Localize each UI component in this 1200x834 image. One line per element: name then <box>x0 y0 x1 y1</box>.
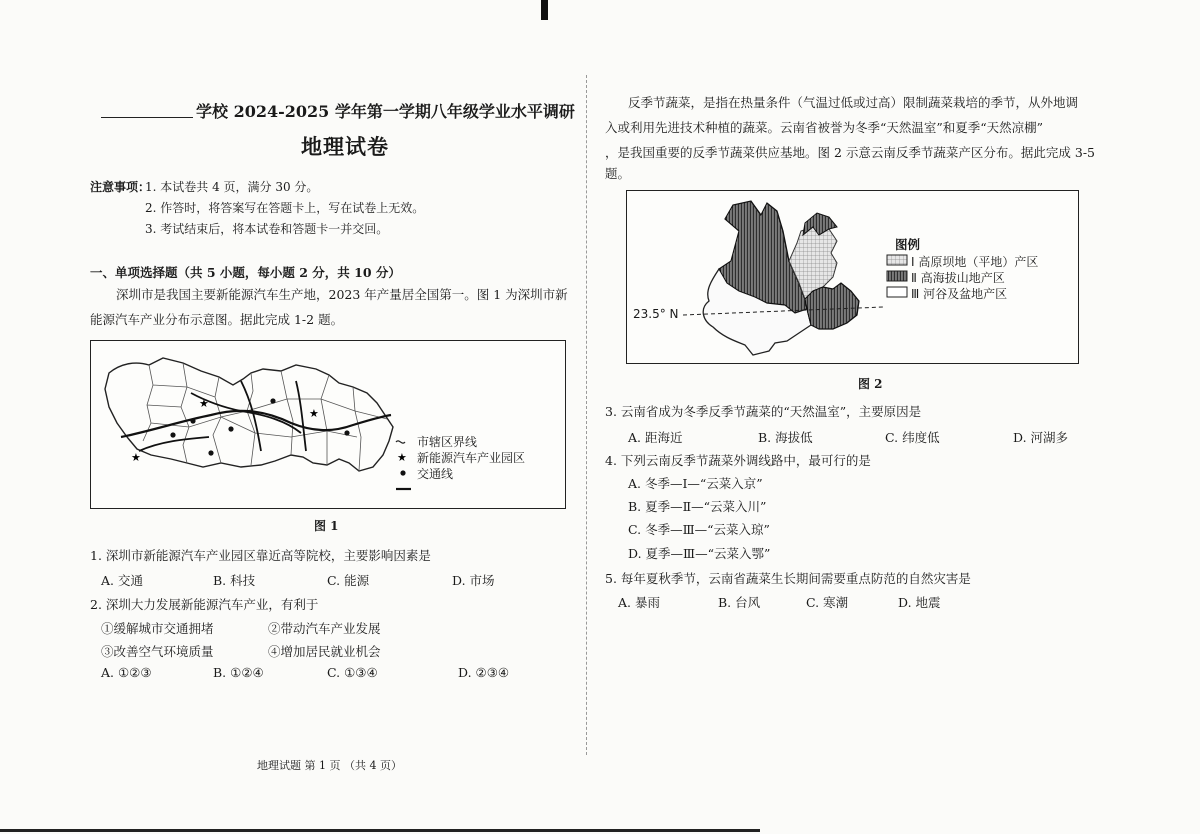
notice-label: 注意事项： <box>90 180 151 194</box>
q2-statement-4: ④增加居民就业机会 <box>268 644 381 659</box>
q5-option-a[interactable]: A. 暴雨 <box>618 595 660 610</box>
q5-option-d[interactable]: D. 地震 <box>898 595 941 610</box>
q1-option-a[interactable]: A. 交通 <box>101 573 143 588</box>
legend-swatch-1 <box>887 255 907 265</box>
page-bottom-edge <box>0 829 760 832</box>
q1-option-d[interactable]: D. 市场 <box>452 573 495 588</box>
svg-text:★: ★ <box>199 397 209 410</box>
right-intro-line-2: 入或利用先进技术种植的蔬菜。云南省被誉为冬季“天然温室”和夏季“天然凉棚” <box>605 120 1044 135</box>
latitude-label: 23.5° N <box>633 307 679 321</box>
figure-2-box <box>626 190 1079 364</box>
boundary-legend-symbol <box>396 441 405 443</box>
q5-option-b[interactable]: B. 台风 <box>718 595 761 610</box>
q4-option-d[interactable]: D. 夏季—Ⅲ—“云菜入鄂” <box>628 546 771 561</box>
q2-option-d[interactable]: D. ②③④ <box>458 665 510 680</box>
q3-option-d[interactable]: D. 河湖多 <box>1013 430 1069 445</box>
q4-option-a[interactable]: A. 冬季—Ⅰ—“云菜入京” <box>628 476 763 491</box>
legend-nev-park: 新能源汽车产业园区 <box>417 451 526 465</box>
notice-item-3: 3. 考试结束后，将本试卷和答题卡一并交回。 <box>145 222 389 236</box>
q3-option-c[interactable]: C. 纬度低 <box>885 430 940 445</box>
right-intro-line-4: 题。 <box>605 166 631 181</box>
q2-statement-2: ②带动汽车产业发展 <box>268 621 381 636</box>
q1-option-c[interactable]: C. 能源 <box>327 573 370 588</box>
yunnan-map <box>627 191 1078 363</box>
legend-zone-3: Ⅲ 河谷及盆地产区 <box>911 287 1008 301</box>
school-name-blank[interactable] <box>101 117 193 118</box>
exam-subject: 地理试卷 <box>301 134 389 159</box>
notice-item-2: 2. 作答时，将答案写在答题卡上，写在试卷上无效。 <box>145 201 425 215</box>
park-dot-legend-symbol <box>400 470 405 475</box>
q5-stem: 5. 每年夏秋季节，云南省蔬菜生长期间需要重点防范的自然灾害是 <box>605 571 971 586</box>
q5-option-c[interactable]: C. 寒潮 <box>806 595 849 610</box>
notice-item-1: 1. 本试卷共 4 页，满分 30 分。 <box>145 180 319 194</box>
svg-text:★: ★ <box>309 407 319 420</box>
q2-option-b[interactable]: B. ①②④ <box>213 665 264 680</box>
q3-option-a[interactable]: A. 距海近 <box>628 430 683 445</box>
q2-statement-3: ③改善空气环境质量 <box>101 644 214 659</box>
section1-heading: 一、单项选择题（共 5 小题，每小题 2 分，共 10 分） <box>90 265 401 280</box>
page-footer: 地理试题 第 1 页 （共 4 页） <box>257 759 402 772</box>
q4-option-b[interactable]: B. 夏季—Ⅱ—“云菜入川” <box>628 499 767 514</box>
right-intro-line-3: ，是我国重要的反季节蔬菜供应基地。图 2 示意云南反季节蔬菜产区分布。据此完成 3-5 <box>605 145 1096 160</box>
legend-transport-line: 交通线 <box>417 467 454 481</box>
q2-option-a[interactable]: A. ①②③ <box>101 665 152 680</box>
legend-swatch-3 <box>887 287 907 297</box>
registration-mark-top <box>541 0 548 20</box>
q4-stem: 4. 下列云南反季节蔬菜外调线路中，最可行的是 <box>605 453 871 468</box>
q1-stem: 1. 深圳市新能源汽车产业园区靠近高等院校，主要影响因素是 <box>90 548 431 563</box>
legend-swatch-2 <box>887 271 907 281</box>
exam-title: 学校 2024-2025 学年第一学期八年级学业水平调研 <box>196 102 575 121</box>
right-intro-line-1: 反季节蔬菜，是指在热量条件（气温过低或过高）限制蔬菜栽培的季节，从外地调 <box>628 95 1079 110</box>
q3-option-b[interactable]: B. 海拔低 <box>758 430 813 445</box>
section1-intro-line-2: 能源汽车产业分布示意图。据此完成 1-2 题。 <box>90 312 344 327</box>
q3-stem: 3. 云南省成为冬季反季节蔬菜的“天然温室”，主要原因是 <box>605 404 922 419</box>
q1-option-b[interactable]: B. 科技 <box>213 573 256 588</box>
figure-2-caption: 图 2 <box>858 377 883 391</box>
q2-option-c[interactable]: C. ①③④ <box>327 665 378 680</box>
legend-zone-1: Ⅰ 高原坝地（平地）产区 <box>911 255 1039 269</box>
figure-1-box <box>90 340 566 509</box>
q4-option-c[interactable]: C. 冬季—Ⅲ—“云菜入琼” <box>628 522 770 537</box>
section1-intro-line-1: 深圳市是我国主要新能源汽车生产地，2023 年产量居全国第一。图 1 为深圳市新 <box>116 287 568 302</box>
shenzhen-map <box>91 341 565 508</box>
legend-district-boundary: 市辖区界线 <box>417 435 478 449</box>
legend-title: 图例 <box>895 237 921 252</box>
legend-zone-2: Ⅱ 高海拔山地产区 <box>911 271 1005 285</box>
column-divider <box>586 75 588 755</box>
figure-1-caption: 图 1 <box>314 519 339 533</box>
q2-statement-1: ①缓解城市交通拥堵 <box>101 621 214 636</box>
q2-stem: 2. 深圳大力发展新能源汽车产业，有利于 <box>90 597 319 612</box>
svg-text:★: ★ <box>131 451 141 464</box>
park-legend-symbol: ★ <box>397 451 407 464</box>
